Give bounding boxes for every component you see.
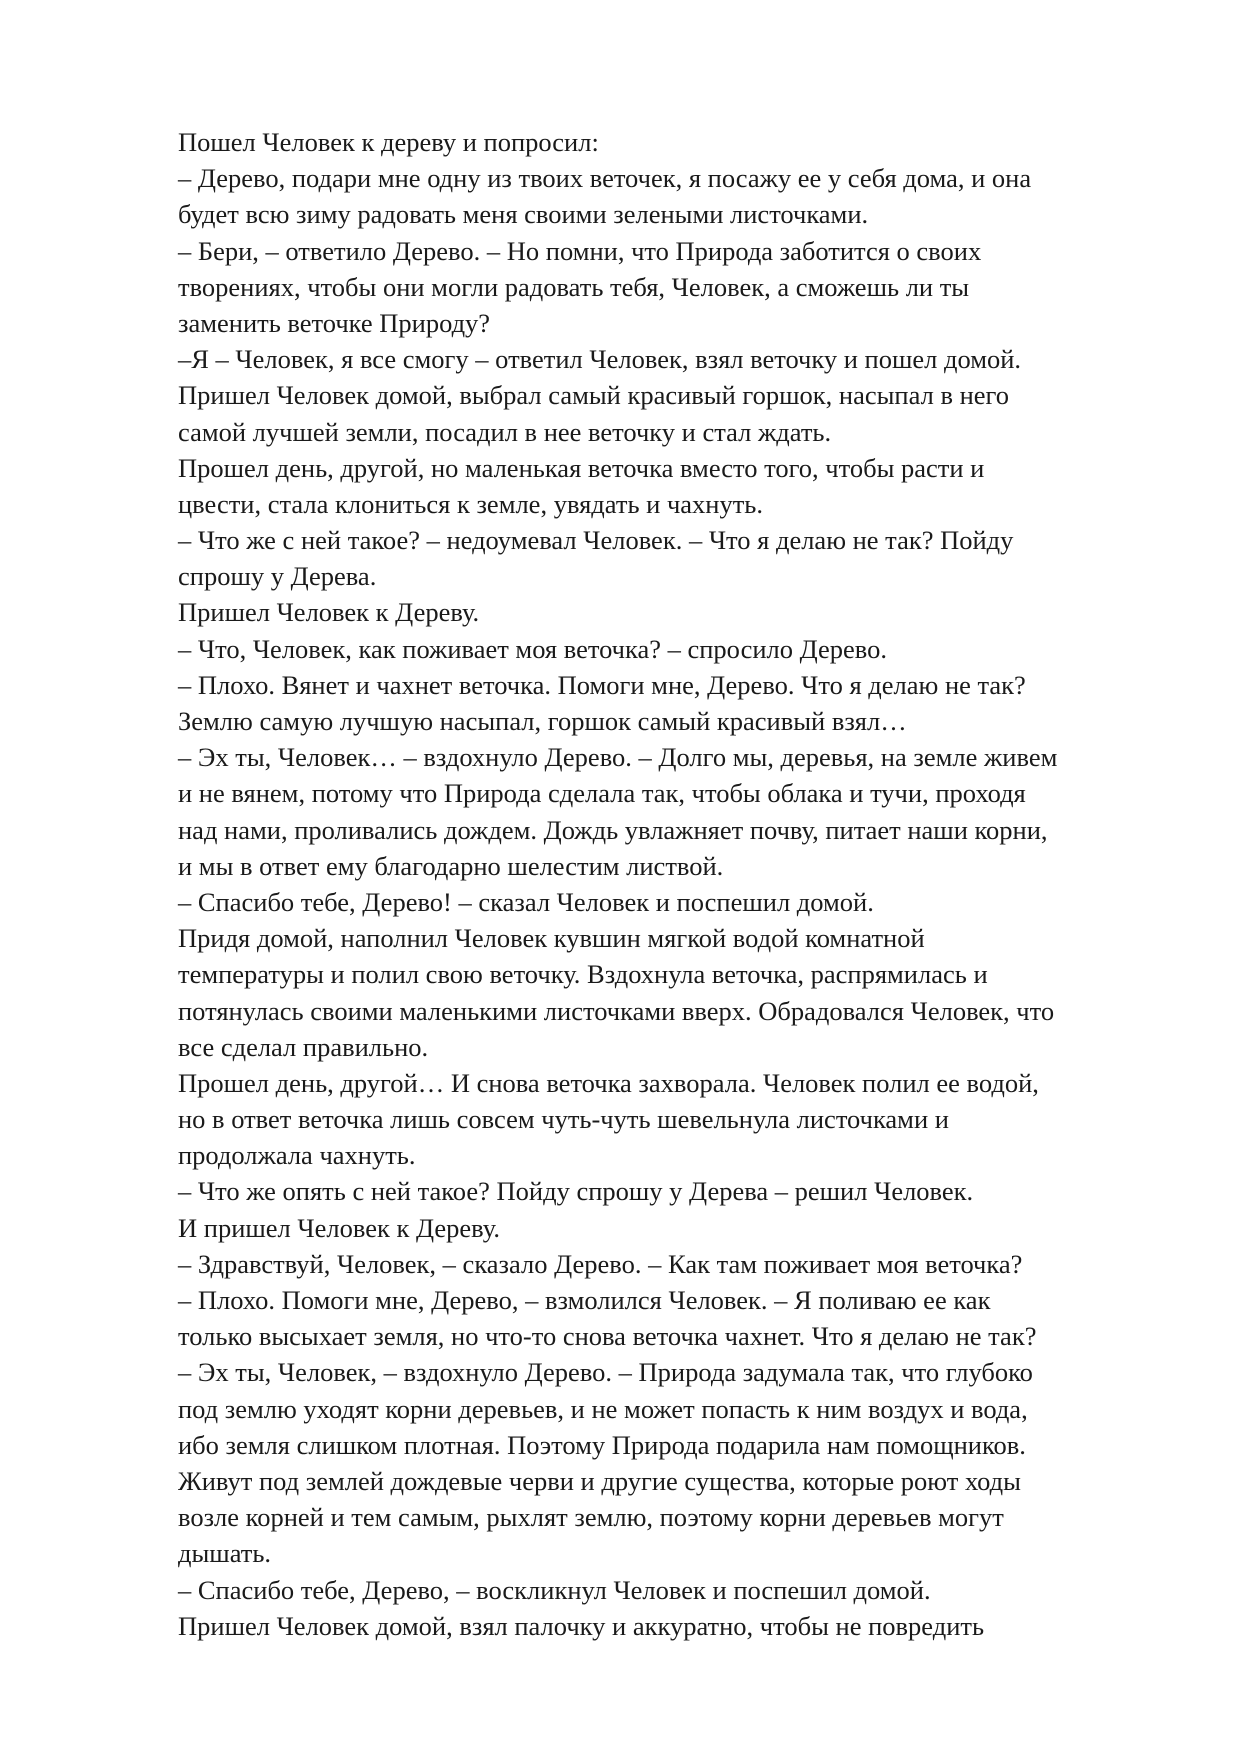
text-line: – Плохо. Помоги мне, Дерево, – взмолился Человек. – Я поливаю ее как: [178, 1285, 991, 1315]
text-line: потянулась своими маленькими листочками вверх. Обрадовался Человек, что: [178, 995, 1055, 1026]
text-line: и не вянем, потому что Природа сделала так, чтобы облака и тучи, проходя: [178, 778, 1026, 809]
text-line: творениях, чтобы они могли радовать тебя, Человек, а сможешь ли ты: [178, 271, 970, 302]
text-line: цвести, стала клониться к земле, увядать и чахнуть.: [178, 488, 764, 519]
text-line: продолжала чахнуть.: [178, 1140, 416, 1171]
text-line: Прошел день, другой… И снова веточка захворала. Человек полил ее водой,: [178, 1067, 1039, 1098]
text-line: – Здравствуй, Человек, – сказало Дерево. – Как там поживает моя веточка?: [178, 1248, 1023, 1279]
text-line: – Что же опять с ней такое? Пойду спрошу у Дерева – решил Человек.: [178, 1176, 974, 1207]
text-line: возле корней и тем самым, рыхлят землю, поэтому корни деревьев могут: [178, 1502, 1004, 1533]
text-line: Живут под землей дождевые черви и другие существа, которые роют ходы: [178, 1465, 1021, 1496]
text-line: только высыхает земля, но что-то снова веточка чахнет. Что я делаю не так?: [178, 1321, 1037, 1352]
text-line: заменить веточке Природу?: [178, 307, 491, 338]
text-line: –Я – Человек, я все смогу – ответил Человек, взял веточку и пошел домой.: [178, 344, 1022, 375]
text-line: все сделал правильно.: [178, 1031, 429, 1062]
text-line: Придя домой, наполнил Человек кувшин мягкой водой комнатной: [178, 923, 925, 954]
text-line: будет всю зиму радовать меня своими зелеными листочками.: [178, 199, 869, 230]
text-line: Пришел Человек к Дереву.: [178, 597, 480, 628]
text-line: Прошел день, другой, но маленькая веточка вместо того, чтобы расти и: [178, 452, 985, 483]
text-line: – Бери, – ответило Дерево. – Но помни, что Природа заботится о своих: [178, 235, 982, 266]
text-line: самой лучшей земли, посадил в нее веточку и стал ждать.: [178, 416, 832, 447]
text-line: над нами, проливались дождем. Дождь увлажняет почву, питает наши корни,: [178, 814, 1048, 845]
text-line: Пришел Человек домой, выбрал самый красивый горшок, насыпал в него: [178, 380, 1009, 411]
text-line: под землю уходят корни деревьев, и не может попасть к ним воздух и вода,: [178, 1393, 1028, 1424]
text-line: – Что же с ней такое? – недоумевал Человек. – Что я делаю не так? Пойду: [178, 525, 1014, 556]
text-line: температуры и полил свою веточку. Вздохнула веточка, распрямилась и: [178, 959, 988, 990]
text-line: Землю самую лучшую насыпал, горшок самый красивый взял…: [178, 706, 907, 736]
text-line: – Что, Человек, как поживает моя веточка? – спросило Дерево.: [178, 633, 888, 664]
text-line: спрошу у Дерева.: [178, 561, 377, 592]
text-line: ибо земля слишком плотная. Поэтому Природа подарила нам помощников.: [178, 1429, 1026, 1460]
text-line: дышать.: [178, 1538, 272, 1569]
text-line: – Эх ты, Человек… – вздохнуло Дерево. – Долго мы, деревья, на земле живем: [178, 742, 1058, 773]
text-line: – Дерево, подари мне одну из твоих веточек, я посажу ее у себя дома, и она: [178, 163, 1032, 194]
text-line: – Эх ты, Человек, – вздохнуло Дерево. – Природа задумала так, что глубоко: [178, 1357, 1033, 1388]
text-line: – Спасибо тебе, Дерево, – воскликнул Человек и поспешил домой.: [178, 1574, 931, 1605]
text-line: и мы в ответ ему благодарно шелестим листвой.: [178, 850, 724, 881]
story-text: [178, 124, 1178, 1644]
text-line: – Плохо. Вянет и чахнет веточка. Помоги мне, Дерево. Что я делаю не так?: [178, 669, 1026, 700]
text-line: Пришел Человек домой, взял палочку и аккуратно, чтобы не повредить: [178, 1610, 985, 1641]
text-line: Пошел Человек к дереву и попросил:: [178, 127, 599, 157]
text-line: И пришел Человек к Дереву.: [178, 1212, 500, 1243]
text-line: – Спасибо тебе, Дерево! – сказал Человек и поспешил домой.: [178, 886, 874, 917]
text-line: но в ответ веточка лишь совсем чуть-чуть шевельнула листочками и: [178, 1104, 949, 1135]
